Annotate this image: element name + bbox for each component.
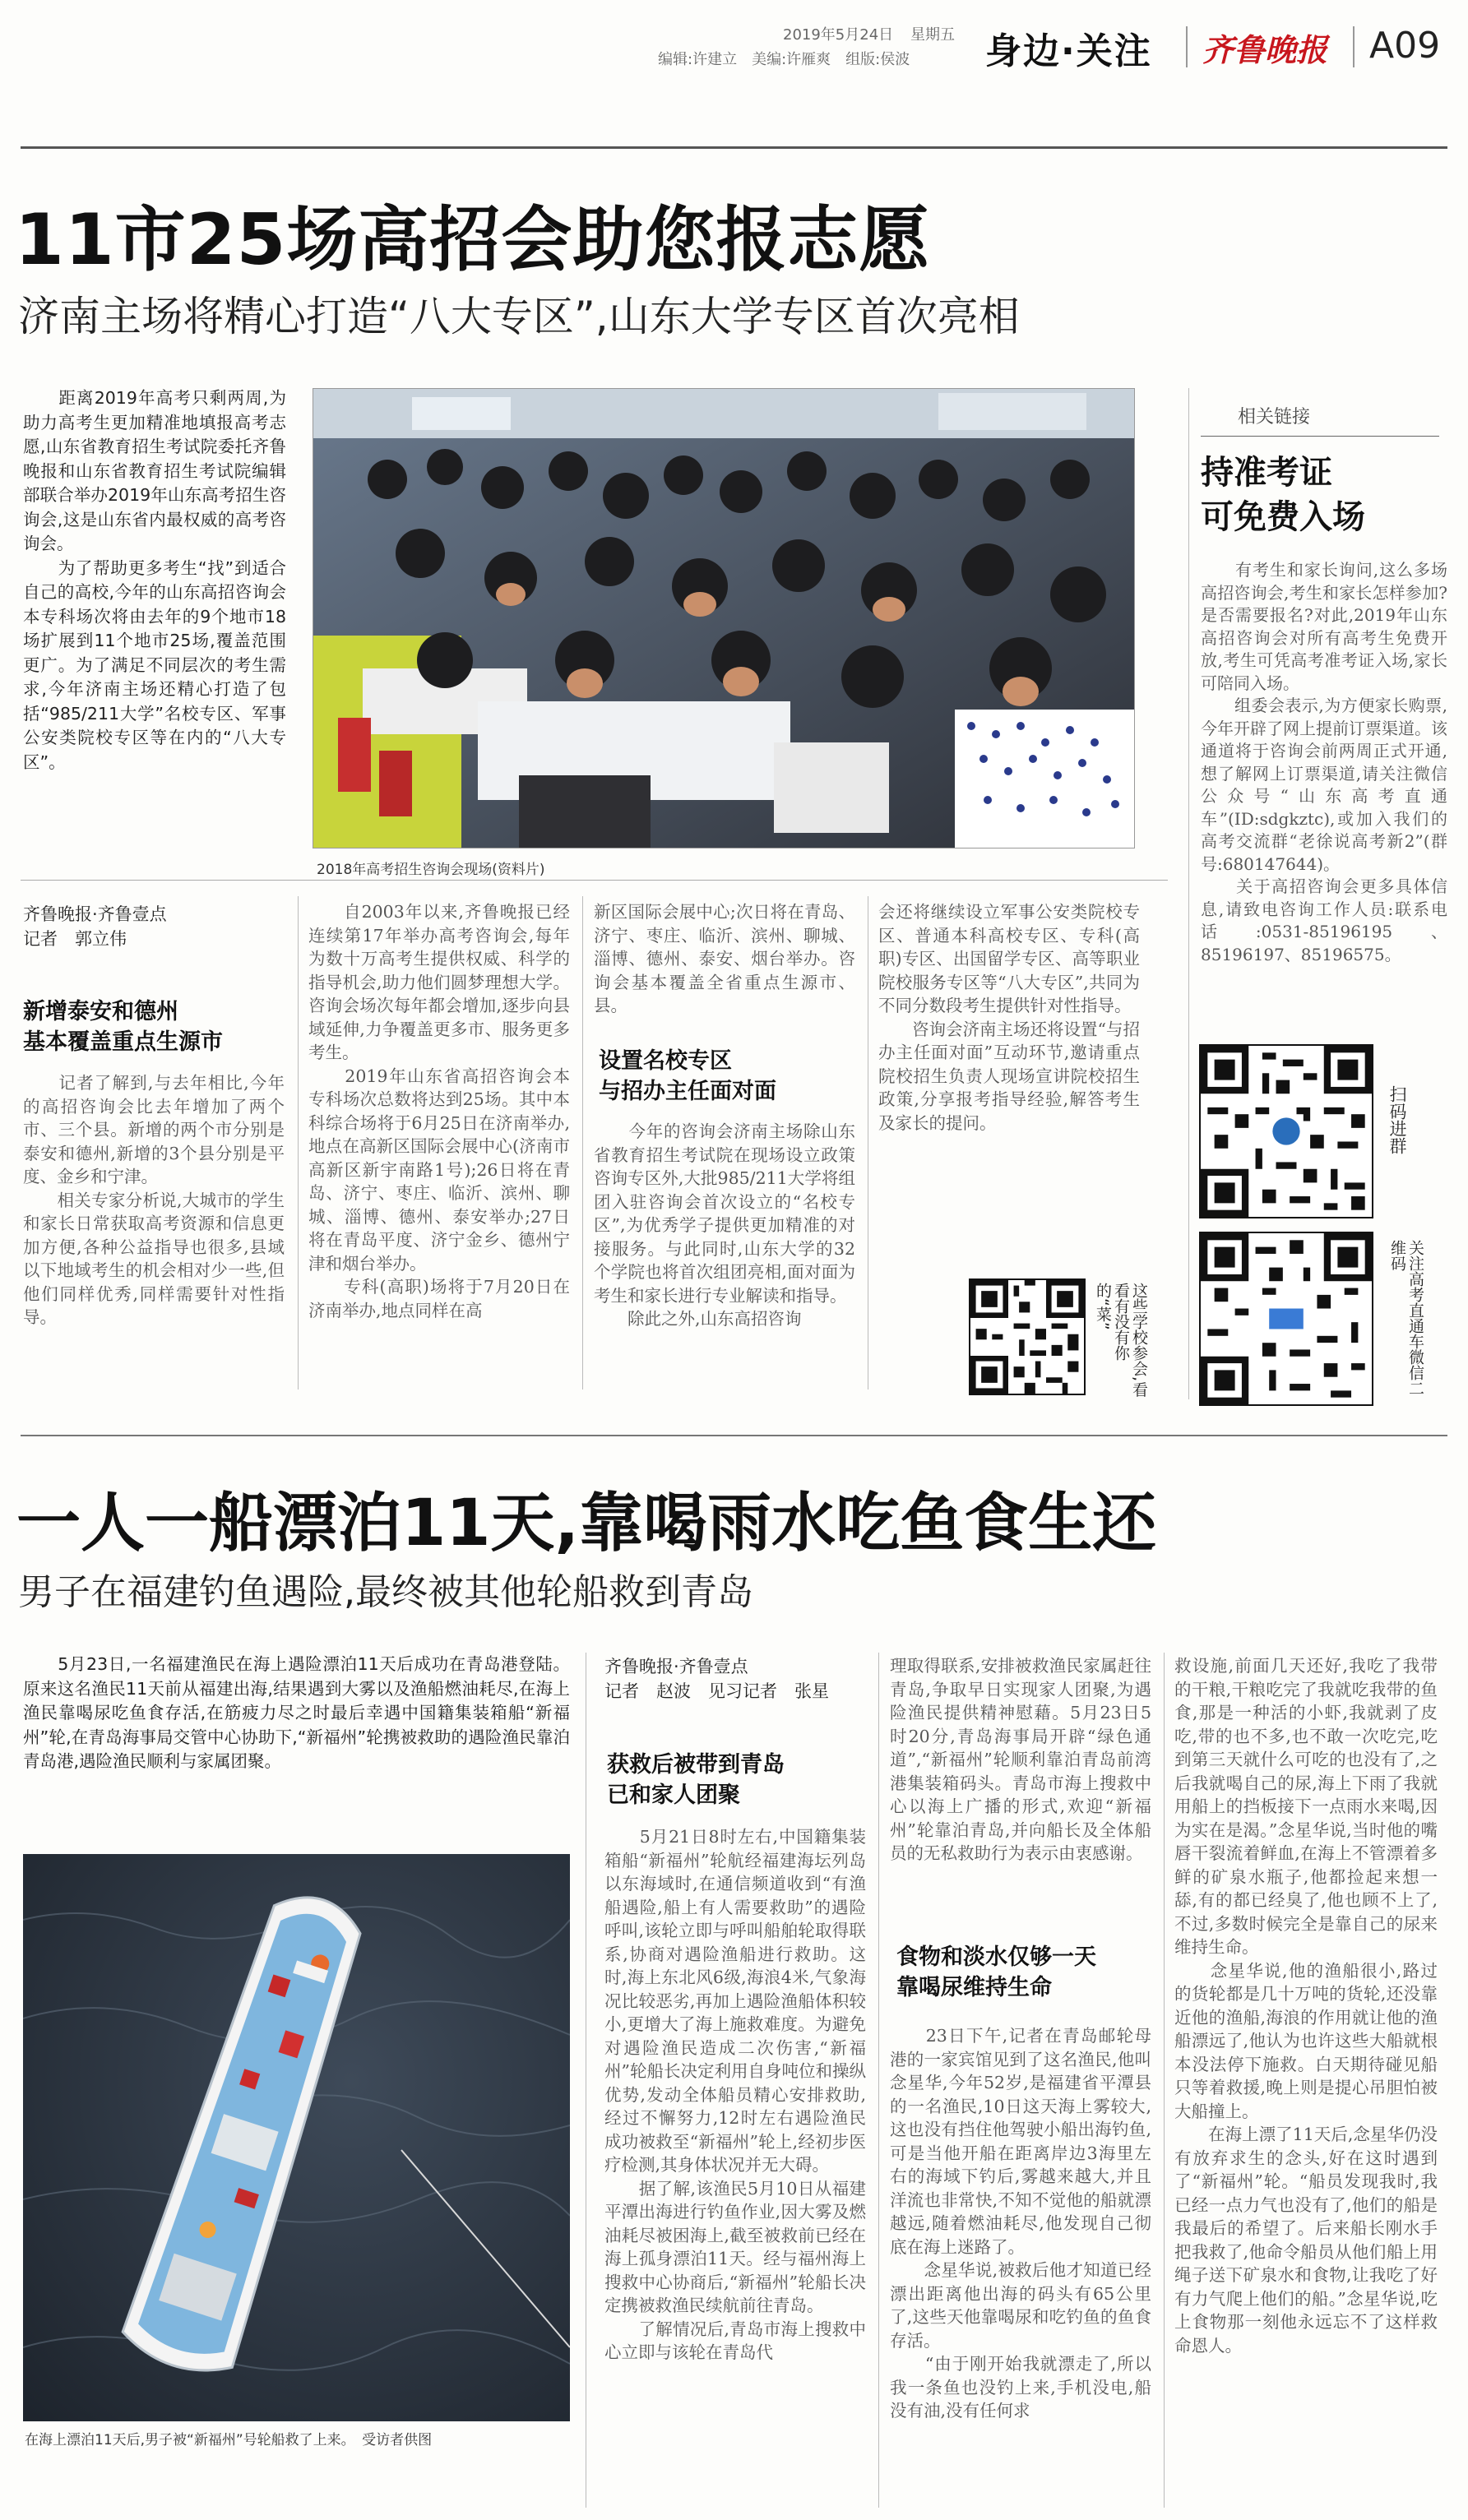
- qr-code-icon: [1201, 1233, 1372, 1404]
- story1-photo-caption: 2018年高考招生咨询会现场(资料片): [317, 862, 545, 878]
- school-list-qr-code[interactable]: [969, 1278, 1086, 1395]
- story1-column-2: 自2003年以来,齐鲁晚报已经连续第17年举办高考咨询会,每年为数十万高考生提供权威、科学的指导机会,助力他们圆梦理想大学。咨询会场次每年都会增加,逐步向县域延伸,力争覆盖更多市、服务更多考生。 2019年山东省高招咨询会本专科场次总数将达到25场。其中本科综合场将于6月25日在济南举办,地点在高新区国际会展中心(济南市高新区新宇南路1号);26日将在青岛、济宁、枣庄、临沂、滨州、聊城、淄博、德州、泰安举办;27日将在青岛平度、济宁金乡、德州宁津和烟台举办。 专科(高职)场将于7月20日在济南举办,地点同样在高: [308, 902, 570, 1320]
- story2-photo-caption: 在海上漂泊11天后,男子被“新福州”号轮船救了上来。 受访者供图: [25, 2432, 433, 2448]
- story1-subhead-1: 新增泰安和德州 基本覆盖重点生源市: [23, 999, 223, 1055]
- header-rule: [21, 146, 1447, 149]
- sidebar-body: 有考生和家长询问,这么多场高招咨询会,考生和家长怎样参加?是否需要报名?对此,2019年山东高招咨询会对所有高考生免费开放,考生可凭高考准考证入场,家长可陪同入场。 组委会表示,为方便家长购票,今年开辟了网上提前订票渠道。该通道将于咨询会前两周正式开通,想了解网上订票渠道,请关注微信公众号“山东高考直通车”(ID:sdgkztc),或加入我们的高考交流群“老徐说高考新2”(群号:680147644)。 关于高招咨询会更多具体信息,请致电咨询工作人员:联系电话:0531-85196195、85196197、85196575。: [1201, 560, 1447, 964]
- school-list-qr-label: 这些学校参会,看看有没有你的“菜”: [1094, 1283, 1148, 1398]
- story2-headline: 一人一船漂泊11天,靠喝雨水吃鱼食生还: [16, 1487, 1157, 1561]
- story2-lead: 5月23日,一名福建渔民在海上遇险漂泊11天后成功在青岛港登陆。原来这名渔民11天前从福建出海,结果遇到大雾以及渔船燃油耗尽,在海上渔民靠喝尿吃鱼食存活,在筋疲力尽之时最后幸遇中国籍集装箱船“新福州”轮,在青岛海事局交管中心协助下,“新福州”轮携被救助的遇险渔民靠泊青岛港,遇险渔民顺利与家属团聚。: [23, 1654, 570, 1771]
- story1-column-4: 会还将继续设立军事公安类院校专区、普通本科高校专区、专科(高职)专区、出国留学专区、高等职业院校服务专区等“八大专区”,共同为不同分数段考生提供针对性指导。 咨询会济南主场还将设置“与招办主任面对面”互动环节,邀请重点院校招生负责人现场宣讲院校招生政策,分享报考指导经验,解答考生及家长的提问。: [878, 902, 1140, 1133]
- story1-photo: [313, 388, 1135, 848]
- story1-subhead-2: 设置名校专区 与招办主任面对面: [599, 1048, 776, 1104]
- story2-subhead-1: 获救后被带到青岛 已和家人团聚: [607, 1752, 785, 1808]
- story1-lead: 距离2019年高考只剩两周,为助力高考生更加精准地填报高考志愿,山东省教育招生考试院委托齐鲁晚报和山东省教育招生考试院编辑部联合举办2019年山东高考招生咨询会,这是山东省内最权威的高考咨询会。 为了帮助更多考生“找”到适合自己的高校,今年的山东高招咨询会本专科场次将由去年的9个地市18场扩展到11个地市25场,覆盖范围更广。为了满足不同层次的考生需求,今年济南主场还精心打造了包括“985/211大学”名校专区、军事公安类院校专区等在内的“八大专区”。: [23, 388, 286, 772]
- story2-column-3: 救设施,前面几天还好,我吃了我带的干粮,干粮吃完了我就吃我带的鱼食,那是一种活的小虾,我就剥了皮吃,带的也不多,也不敢一次吃完,吃到第三天就什么可吃的也没有了,之后我就喝自己的尿,海上下雨了我就用船上的挡板接下一点雨水来喝,因为实在是渴。”念星华说,当时他的嘴唇干裂流着鲜血,在海上不管漂着多鲜的矿泉水瓶子,他都捡起来想一舔,有的都已经臭了,他也顾不上了,不过,多数时候完全是靠自己的尿来维持生命。 念星华说,他的渔船很小,路过的货轮都是几十万吨的货轮,还没靠近他的渔船,海浪的作用就让他的渔船漂远了,他认为也许这些大船就根本没法停下施救。白天期待碰见船只等着救援,晚上则是提心吊胆怕被大船撞上。 在海上漂了11天后,念星华仍没有放弃求生的念头,好在这时遇到了“新福州”轮。“船员发现我时,我已经一点力气也没有了,他们的船是我最后的希望了。后来船长刚水手把我救了,他命令船员从他们船上用绳子送下矿泉水和食物,让我吃了好有力气爬上他们的船。”念星华说,吃上食物那一刻他永远忘不了这样救命恩人。: [1174, 1656, 1438, 2356]
- story1-column-3b: 今年的咨询会济南主场除山东省教育招生考试院在现场设立政策咨询专区外,大批985/211大学将组团入驻咨询会首次设立的“名校专区”,为优秀学子提供更加精准的对接服务。与此同时,山东大学的32个学院也将首次组团亮相,面对面为考生和家长进行专业解读和指导。 除此之外,山东高招咨询: [594, 1121, 855, 1329]
- story1-col-sep-2: [582, 896, 583, 1389]
- story1-col-sep-1: [298, 896, 299, 1389]
- story2-col-sep-1: [878, 1653, 879, 2508]
- header-staff: 编辑:许建立 美编:许雁爽 组版:侯波: [658, 51, 910, 68]
- story2-column-2a: 理取得联系,安排被救渔民家属赶往青岛,争取早日实现家人团聚,为遇险渔民提供精神慰藉。5月23日5时20分,青岛海事局开辟“绿色通道”,“新福州”轮顺利靠泊青岛前湾港集装箱码头。青岛市海上搜救中心以海上广播的形式,欢迎“新福州”轮靠泊青岛,并向船长及全体船员的无私救助行为表示由衷感谢。: [890, 1656, 1151, 1863]
- story2-col-sep-2: [1164, 1653, 1165, 2508]
- story2-column-2b: 23日下午,记者在青岛邮轮母港的一家宾馆见到了这名渔民,他叫念星华,今年52岁,是福建省平潭县的一名渔民,10日这天海上雾较大,这也没有挡住他驾驶小船出海钓鱼,可是当他开船在距离岸边3海里左右的海域下钓后,雾越来越大,并且洋流也非常快,不知不觉他的船就漂越远,随着燃油耗尽,他发现自己彻底在海上迷路了。 念星华说,被救后他才知道已经漂出距离他出海的码头有65公里了,这些天他靠喝尿和吃钓鱼的鱼食存活。 “由于刚开始我就漂走了,所以我一条鱼也没钓上来,手机没电,船没有油,没有任何求: [890, 2026, 1151, 2421]
- story1-headline: 11市25场高招会助您报志愿: [15, 199, 931, 281]
- header-date: 2019年5月24日: [783, 26, 894, 44]
- sidebar-title: 持准考证 可免费入场: [1201, 454, 1365, 536]
- story2-photo: [23, 1854, 570, 2421]
- story1-subheadline: 济南主场将精心打造“八大专区”,山东大学专区首次亮相: [18, 293, 1020, 340]
- story1-column-3a: 新区国际会展中心;次日将在青岛、济宁、枣庄、临沂、滨州、聊城、淄博、德州、泰安、烟台举办。咨询会基本覆盖全省重点生源市、县。: [594, 902, 855, 1015]
- qr-code-icon: [1201, 1046, 1372, 1217]
- crowd-photo-illustration: [313, 389, 1135, 848]
- wechat-qr-code[interactable]: [1199, 1232, 1373, 1406]
- story1-byline: 齐鲁晚报·齐鲁壹点 记者 郭立伟: [23, 904, 167, 949]
- story1-column-rule-top: [21, 880, 1168, 881]
- header-weekday: 星期五: [910, 26, 955, 44]
- group-qr-label: 扫码进群: [1387, 1085, 1407, 1154]
- header-divider-2: [1353, 26, 1355, 67]
- sidebar-tag: 相关链接: [1238, 407, 1311, 428]
- header-section: 身边·关注: [985, 30, 1152, 72]
- story1-column-1: 记者了解到,与去年相比,今年的高招咨询会比去年增加了两个市、三个县。新增的两个市分别是泰安和德州,新增的3个县分别是平度、金乡和宁津。 相关专家分析说,大城市的学生和家长日常获取高考资源和信息更加方便,各种公益指导也很多,县域以下地域考生的机会相对少一些,但他们同样优秀,同样需要针对性指导。: [23, 1073, 285, 1327]
- sidebar-tag-rule: [1201, 436, 1439, 437]
- page-number: A09: [1369, 25, 1441, 67]
- story-divider: [21, 1435, 1447, 1436]
- page-header: [0, 0, 1468, 76]
- story2-column-1: 5月21日8时左右,中国籍集装箱船“新福州”轮航经福建海坛列岛以东海域时,在通信频道收到“有渔船遇险,船上有人需要救助”的遇险呼叫,该轮立即与呼叫船舶轮取得联系,协商对遇险渔船进行救助。这时,海上东北风6级,海浪4米,气象海况比较恶劣,再加上遇险渔船体积较小,更增大了海上施救难度。为避免对遇险渔民造成二次伤害,“新福州”轮船长决定利用自身吨位和操纵优势,发动全体船员精心安排救助,经过不懈努力,12时左右遇险渔民成功被救至“新福州”轮上,经初步医疗检测,其身体状况并无大碍。 据了解,该渔民5月10日从福建平潭出海进行钓鱼作业,因大雾及燃油耗尽被困海上,截至被救前已经在海上孤身漂泊11天。经与福州海上搜救中心协商后,“新福州”轮船长决定携被救渔民续航前往青岛。 了解情况后,青岛市海上搜救中心立即与该轮在青岛代: [604, 1827, 866, 2362]
- sidebar-border: [1188, 388, 1189, 1399]
- header-divider-1: [1186, 26, 1188, 67]
- story2-subheadline: 男子在福建钓鱼遇险,最终被其他轮船救到青岛: [18, 1571, 753, 1613]
- story2-byline: 齐鲁晚报·齐鲁壹点 记者 赵波 见习记者 张星: [604, 1657, 829, 1701]
- qr-code-icon: [970, 1280, 1084, 1394]
- paper-logo: 齐鲁晚报: [1202, 31, 1328, 68]
- boat-photo-illustration: [23, 1854, 570, 2421]
- group-qr-code[interactable]: [1199, 1044, 1373, 1218]
- wechat-qr-label: 关注高考直通车微信二维码: [1388, 1240, 1424, 1396]
- story2-subhead-2: 食物和淡水仅够一天 靠喝尿维持生命: [896, 1944, 1096, 2000]
